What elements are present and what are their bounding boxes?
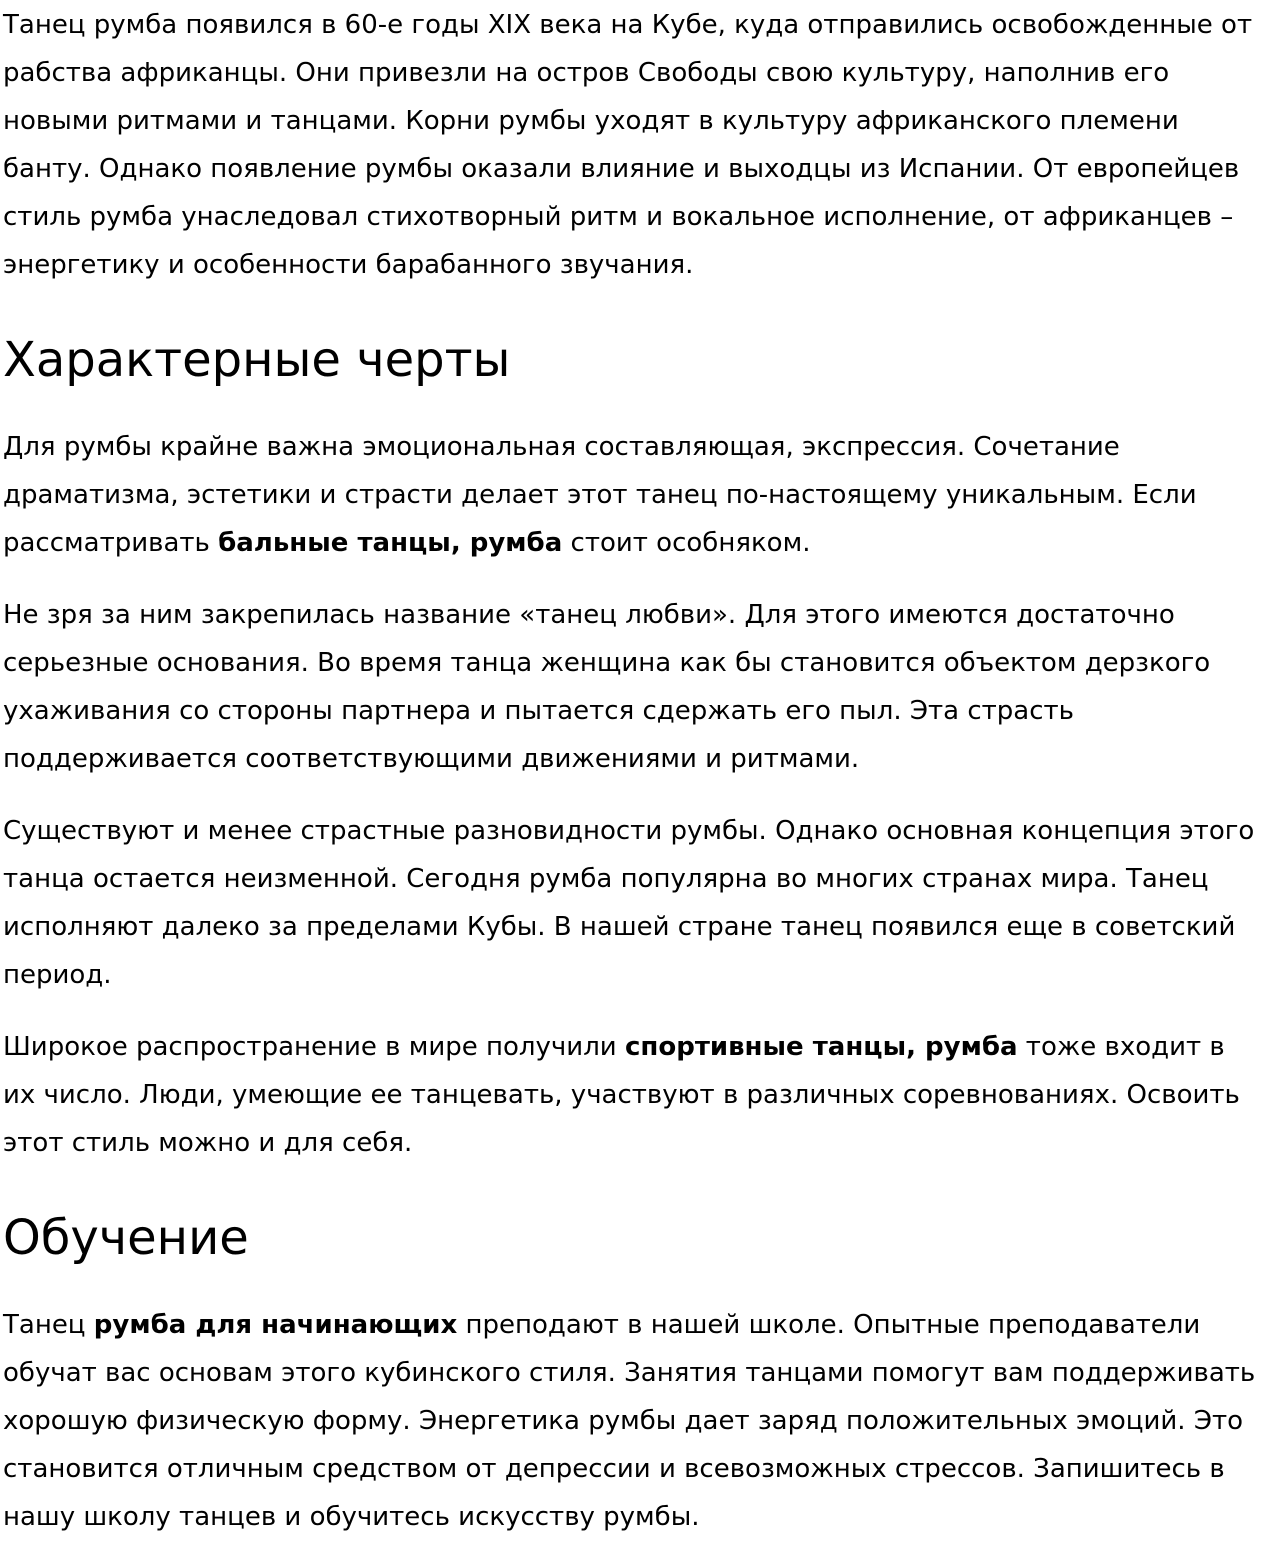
paragraph-text: Танец [3, 1310, 94, 1340]
paragraph-text: стоит особняком. [562, 528, 811, 558]
bold-keyphrase-beginners: румба для начинающих [93, 1310, 458, 1340]
section-heading-training: Обучение [3, 1210, 249, 1266]
paragraph-features-1 [3, 423, 1260, 567]
paragraph-features-4 [3, 1023, 1260, 1167]
paragraph-features-3: Существуют и менее страстные разновидности румбы. Однако основная концепция этого танца остается неизменной. Сегодня румба популярна во многих странах мира. Танец исполняют далеко за пределами Кубы. В нашей стране танец появился еще в советский период. [3, 816, 1255, 990]
paragraph-training-1 [3, 1301, 1260, 1541]
paragraph-text: преподают в нашей школе. Опытные преподаватели обучат вас основам этого кубинского стиля. Занятия танцами помогут вам поддерживать хорошую физическую форму. Энергетика румбы дает заряд положительных эмоций. Это становится отличным средством от депрессии и всевозможных стрессов. Запишитесь в нашу школу танцев и обучитесь искусству румбы. [3, 1310, 1256, 1532]
article-body [3, 1, 1260, 1541]
paragraph-text: Для румбы крайне важна эмоциональная составляющая, экспрессия. Сочетание драматизма, эстетики и страсти делает этот танец по-настоящему уникальным. Если рассматривать [3, 432, 1197, 558]
paragraph-intro: Танец румба появился в 60-е годы XIX века на Кубе, куда отправились освобожденные от рабства африканцы. Они привезли на остров Свободы свою культуру, наполнив его новыми ритмами и танцами. Корни румбы уходят в культуру африканского племени банту. Однако появление румбы оказали влияние и выходцы из Испании. От европейцев стиль румба унаследовал стихотворный ритм и вокальное исполнение, от африканцев – энергетику и особенности барабанного звучания. [3, 10, 1253, 280]
bold-keyphrase-sport: спортивные танцы, румба [624, 1032, 1018, 1062]
paragraph-features-2: Не зря за ним закрепилась название «танец любви». Для этого имеются достаточно серьезные основания. Во время танца женщина как бы становится объектом дерзкого ухаживания со стороны партнера и пытается сдержать его пыл. Эта страсть поддерживается соответствующими движениями и ритмами. [3, 600, 1211, 774]
section-heading-features: Характерные черты [3, 332, 511, 388]
bold-keyphrase-ballroom: бальные танцы, румба [218, 528, 563, 558]
paragraph-text: Широкое распространение в мире получили [3, 1032, 625, 1062]
paragraph-text: тоже входит в их число. Люди, умеющие ее танцевать, участвуют в различных соревнованиях. Освоить этот стиль можно и для себя. [3, 1032, 1240, 1158]
